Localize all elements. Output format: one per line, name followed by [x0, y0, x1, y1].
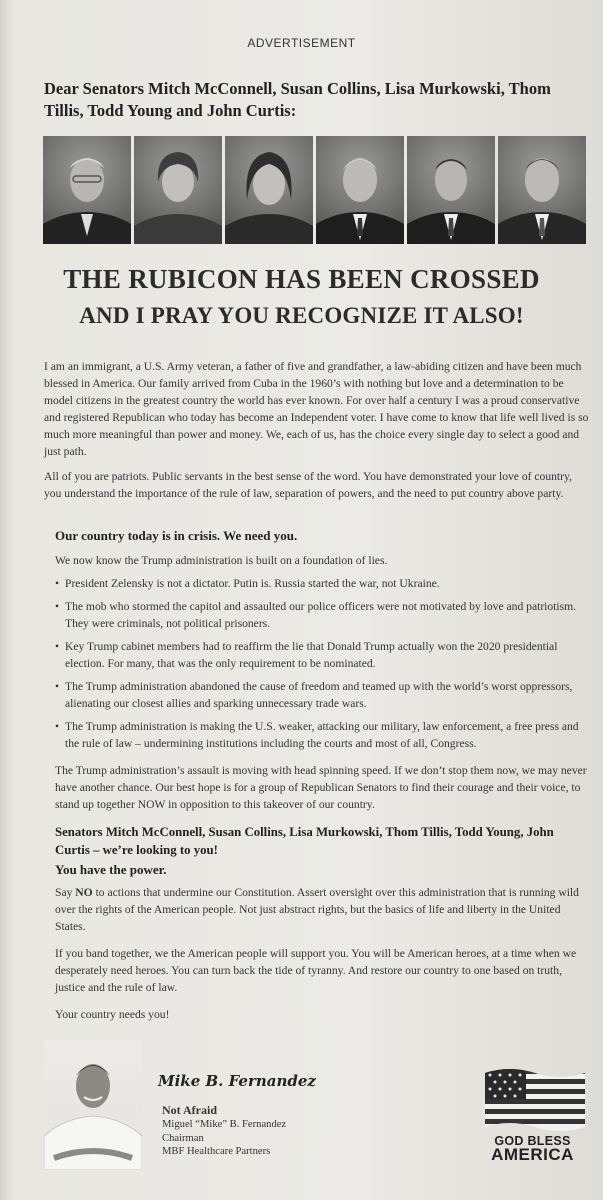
senator-photo-strip [43, 136, 586, 244]
senator-photo-tillis [316, 136, 404, 244]
headline-line-2: AND I PRAY YOU RECOGNIZE IT ALSO! [79, 303, 524, 328]
bullet-dot: • [55, 577, 60, 590]
logo-god-bless: GOD BLESS [494, 1134, 571, 1148]
say-no-lead: Say [55, 886, 76, 899]
list-item-text: The mob who stormed the capitol and assaulted our police officers were not motivated by love and patriotism. They were criminals, not political prisoners. [65, 600, 577, 630]
say-no-paragraph [55, 884, 589, 935]
logo-america: AMERICA [491, 1145, 574, 1164]
list-item-text: Key Trump cabinet members had to reaffirm the lie that Donald Trump actually won the 2020 presidential election. For many, that was the only requirement to be nominated. [65, 640, 558, 670]
author-name: Miguel “Mike” B. Fernandez [162, 1119, 287, 1130]
list-item-text: President Zelensky is not a dictator. Putin is. Russia started the war, not Ukraine. [65, 577, 440, 590]
bullet-dot: • [55, 600, 60, 613]
senator-photo-curtis [498, 136, 586, 244]
senators-appeal: Senators Mitch McConnell, Susan Collins, Lisa Murkowski, Thom Tillis, Todd Young, John Curtis – we’re looking to you! [55, 825, 554, 857]
headline-line-1: THE RUBICON HAS BEEN CROSSED [63, 264, 540, 294]
author-signature: Mike B. Fernandez [158, 1072, 316, 1090]
list-item [55, 718, 589, 752]
say-no-emphasis: NO [75, 886, 93, 899]
crisis-bullet-list [55, 575, 589, 758]
you-have-the-power: You have the power. [55, 862, 167, 877]
advertisement-label: ADVERTISEMENT [247, 36, 356, 50]
author-photo [44, 1040, 142, 1170]
waving-flag-icon [480, 1065, 590, 1135]
author-company: MBF Healthcare Partners [162, 1146, 271, 1157]
intro-paragraph-1-text: I am an immigrant, a U.S. Army veteran, a father of five and grandfather, a law-abiding citizen and have been much blessed in America. Our family arrived from Cuba in the 1960’s with nothing but love and a determination to be model citizens in the greatest country the world has ever known. For over half a century I was a proud conservative and registered Republican who today has become an Independent voter. I have come to know that life well lived is so much more meaningful than power and money. We, each of us, has the choice every single day to select a good and just path. [44, 360, 589, 458]
intro-paragraph-2 [44, 468, 589, 502]
assault-paragraph: The Trump administration’s assault is moving with head spinning speed. If we don’t stop them now, we may never have another chance. Our best hope is for a group of Republican Senators to find their courage and their voice, to stand up together NOW in opposition to this takeover of our country. [55, 764, 587, 811]
senator-photo-young [407, 136, 495, 244]
bullet-dot: • [55, 640, 60, 653]
closing-line: Your country needs you! [55, 1008, 170, 1021]
list-item [55, 638, 589, 672]
say-no-rest: to actions that undermine our Constitution. Assert oversight over this administration that is running wild over the rights of the American people. Not just abstract rights, but the basics of life and liberty in the United States. [55, 886, 579, 933]
salutation: Dear Senators Mitch McConnell, Susan Collins, Lisa Murkowski, Thom Tillis, Todd Young and John Curtis: [44, 79, 551, 120]
crisis-heading: Our country today is in crisis. We need you. [55, 528, 298, 543]
intro-paragraph-2-text: All of you are patriots. Public servants in the best sense of the word. You have demonstrated your love of country, you understand the importance of the rule of law, separation of powers, and the need to put country above party. [44, 470, 572, 500]
band-together-paragraph: If you band together, we the American people will support you. You will be American heroes, at a time when we desperately need heroes. You can turn back the tide of tyranny. And restore our country to one based on truth, justice and the rule of law. [55, 947, 577, 994]
senator-photo-collins [134, 136, 222, 244]
intro-paragraph-1 [44, 358, 589, 460]
author-tagline: Not Afraid [162, 1103, 217, 1117]
senator-photo-mcconnell [43, 136, 131, 244]
list-item-text: The Trump administration is making the U.S. weaker, attacking our military, law enforcement, a free press and the rule of law – undermining institutions including the courts and most of all, Congress. [65, 720, 579, 750]
author-title: Chairman [162, 1132, 204, 1144]
list-item [55, 678, 589, 712]
senator-photo-murkowski [225, 136, 313, 244]
bullet-dot: • [55, 720, 60, 733]
bullet-dot: • [55, 680, 60, 693]
list-item [55, 598, 589, 632]
list-item-text: The Trump administration abandoned the cause of freedom and teamed up with the world’s worst oppressors, alienating our closest allies and sparking unnecessary trade wars. [65, 680, 573, 710]
author-details [162, 1103, 286, 1159]
list-item [55, 575, 589, 592]
crisis-lead: We now know the Trump administration is built on a foundation of lies. [55, 554, 388, 567]
